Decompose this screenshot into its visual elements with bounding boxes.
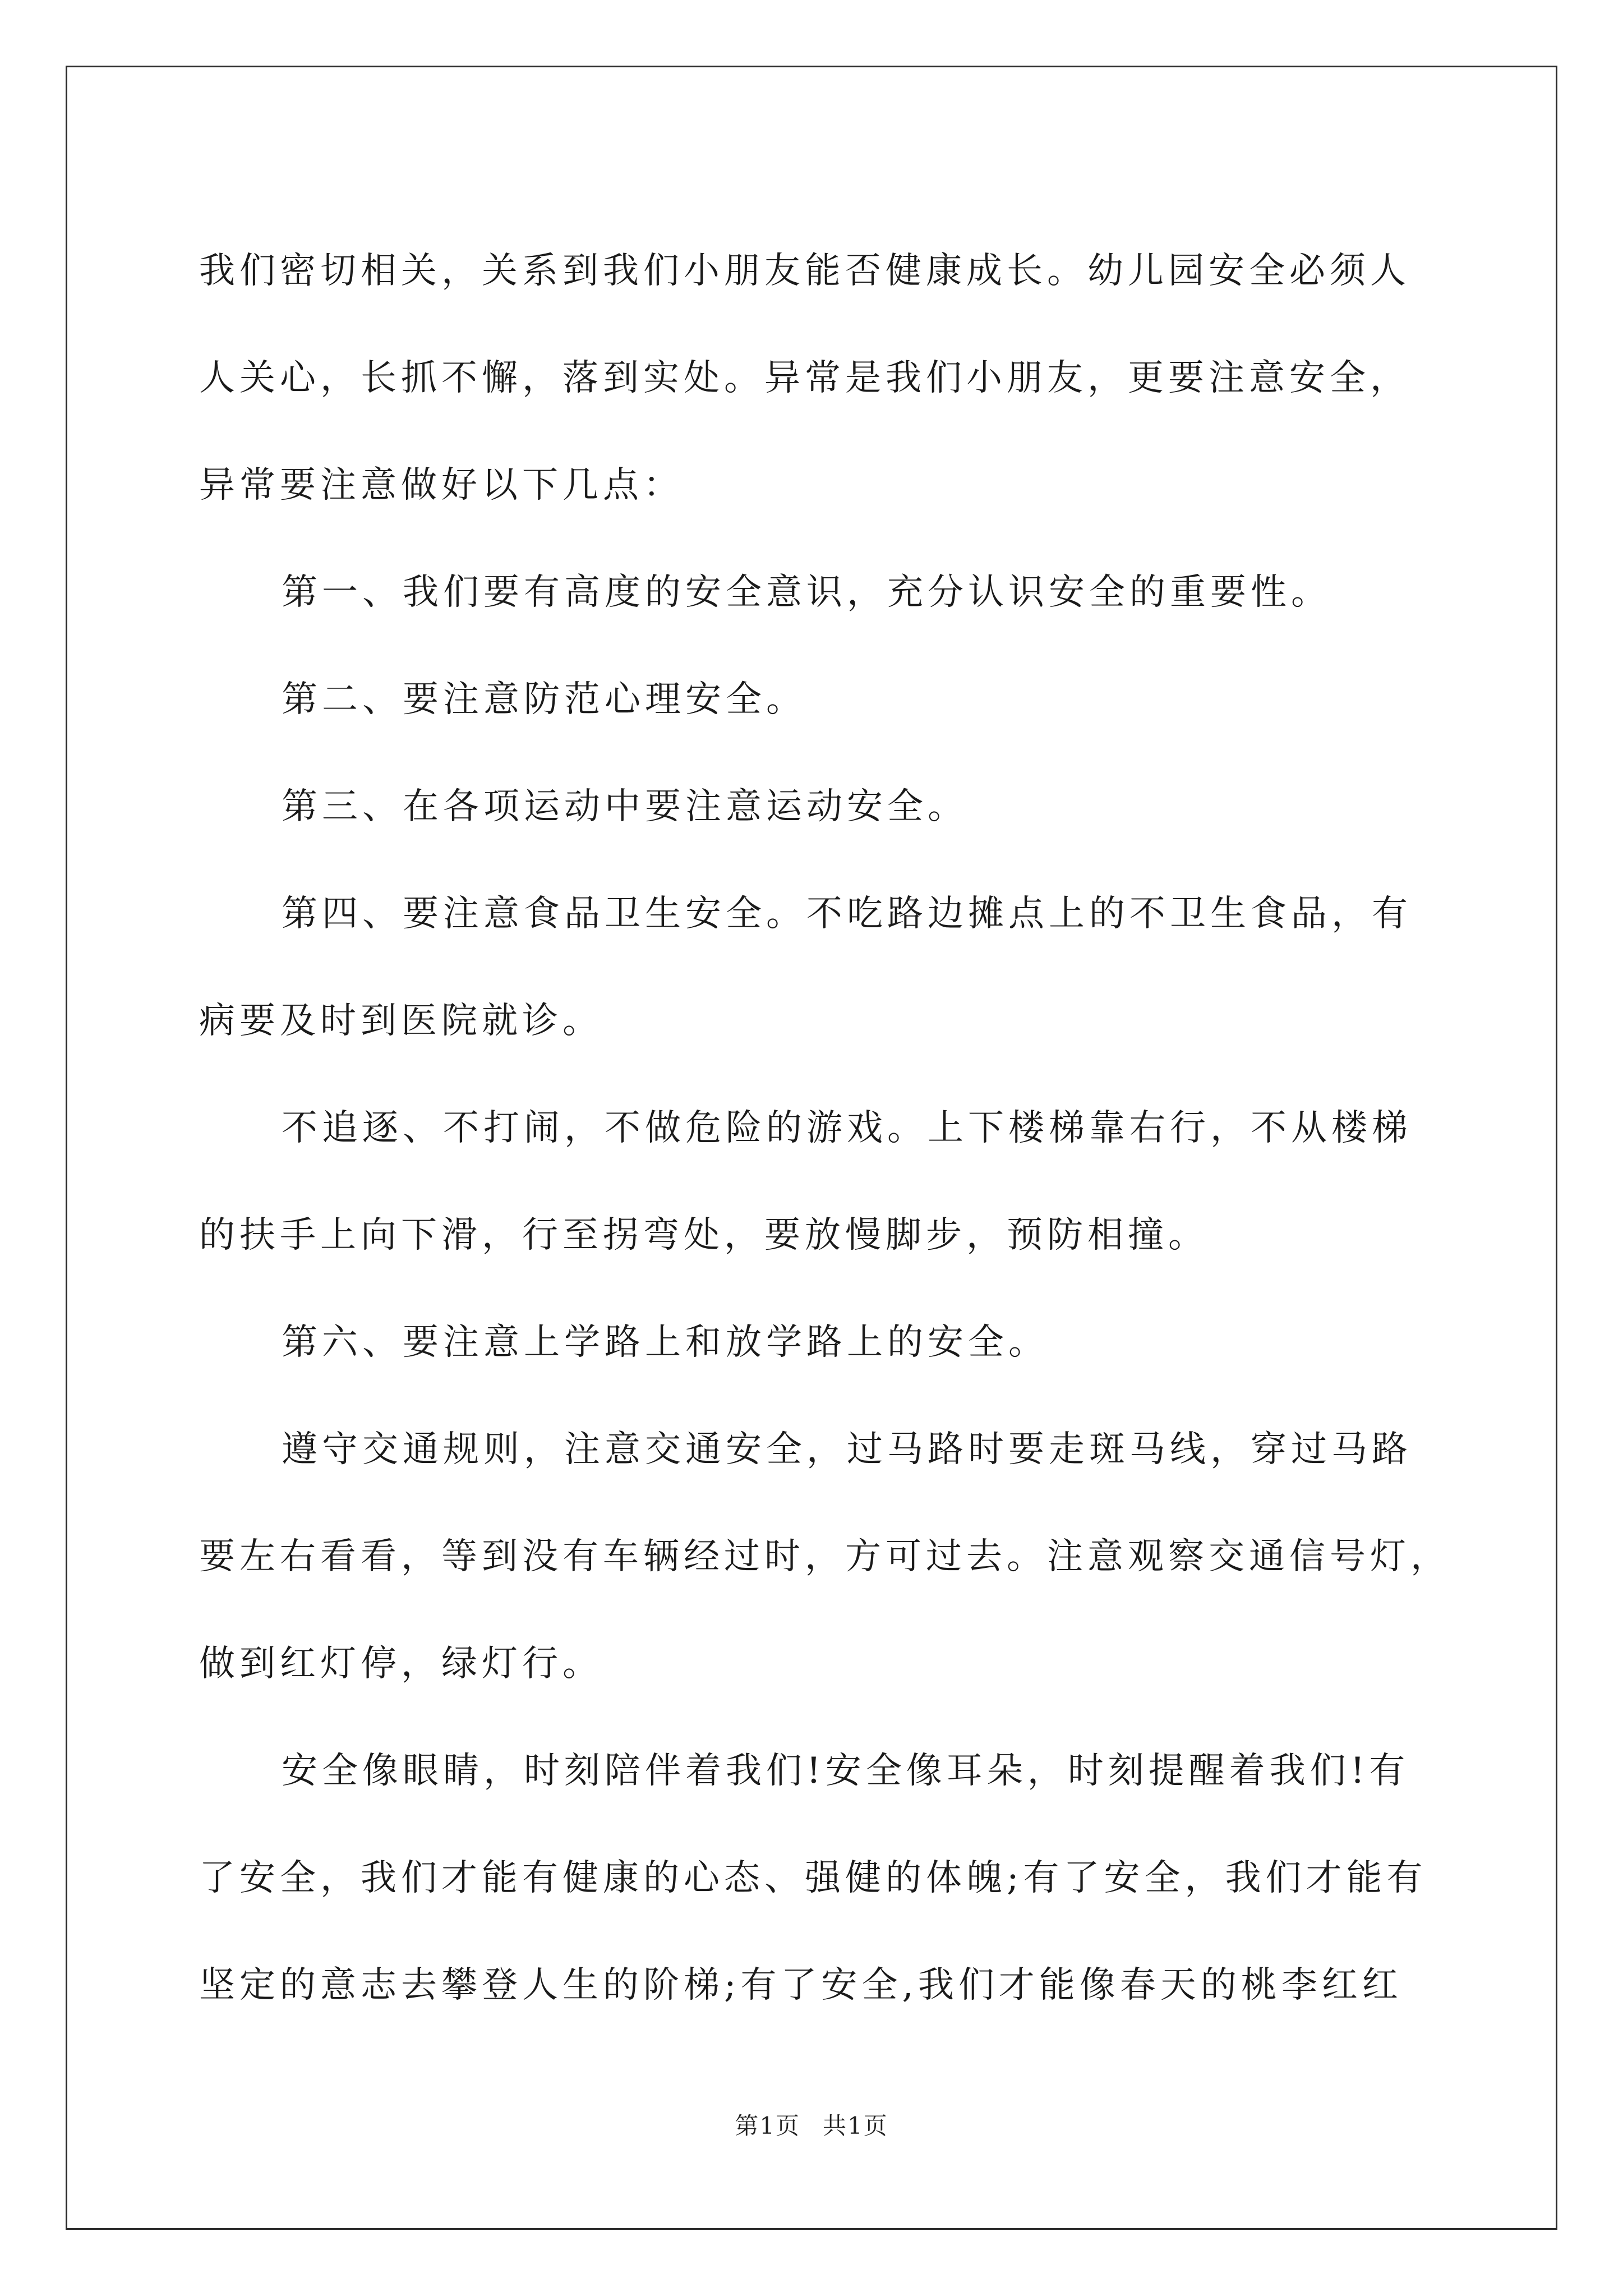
text-line-11: 第六、要注意上学路上和放学路上的安全。 xyxy=(282,1322,1049,1363)
text-line-14: 做到红灯停，绿灯行。 xyxy=(199,1643,603,1685)
text-line-17: 坚定的意志去攀登人生的阶梯;有了安全,我们才能像春天的桃李红红 xyxy=(199,1964,1403,2006)
document-body xyxy=(199,218,1451,2039)
page-footer xyxy=(0,2112,1623,2140)
text-line-15: 安全像眼睛，时刻陪伴着我们!安全像耳朵，时刻提醒着我们!有 xyxy=(282,1750,1410,1792)
page-number-current: 第1页 xyxy=(735,2112,800,2139)
text-line-13: 要左右看看，等到没有车辆经过时，方可过去。注意观察交通信号灯， xyxy=(199,1536,1451,1577)
text-line-16: 了安全，我们才能有健康的心态、强健的体魄;有了安全，我们才能有 xyxy=(199,1857,1427,1899)
text-line-10: 的扶手上向下滑，行至拐弯处，要放慢脚步，预防相撞。 xyxy=(199,1214,1209,1256)
text-line-3: 异常要注意做好以下几点： xyxy=(199,464,684,506)
text-line-4: 第一、我们要有高度的安全意识，充分认识安全的重要性。 xyxy=(282,572,1331,613)
page-number-total: 共1页 xyxy=(823,2112,888,2139)
text-line-9: 不追逐、不打闹，不做危险的游戏。上下楼梯靠右行，不从楼梯 xyxy=(282,1107,1412,1149)
text-line-5: 第二、要注意防范心理安全。 xyxy=(282,679,806,720)
text-line-2: 人关心，长抓不懈，落到实处。异常是我们小朋友，更要注意安全， xyxy=(199,357,1410,399)
text-line-12: 遵守交通规则，注意交通安全，过马路时要走斑马线，穿过马路 xyxy=(282,1429,1412,1470)
text-line-1: 我们密切相关，关系到我们小朋友能否健康成长。幼儿园安全必须人 xyxy=(199,250,1410,292)
text-line-7: 第四、要注意食品卫生安全。不吃路边摊点上的不卫生食品，有 xyxy=(282,893,1412,935)
text-line-6: 第三、在各项运动中要注意运动安全。 xyxy=(282,786,968,827)
text-line-8: 病要及时到医院就诊。 xyxy=(199,1000,603,1042)
